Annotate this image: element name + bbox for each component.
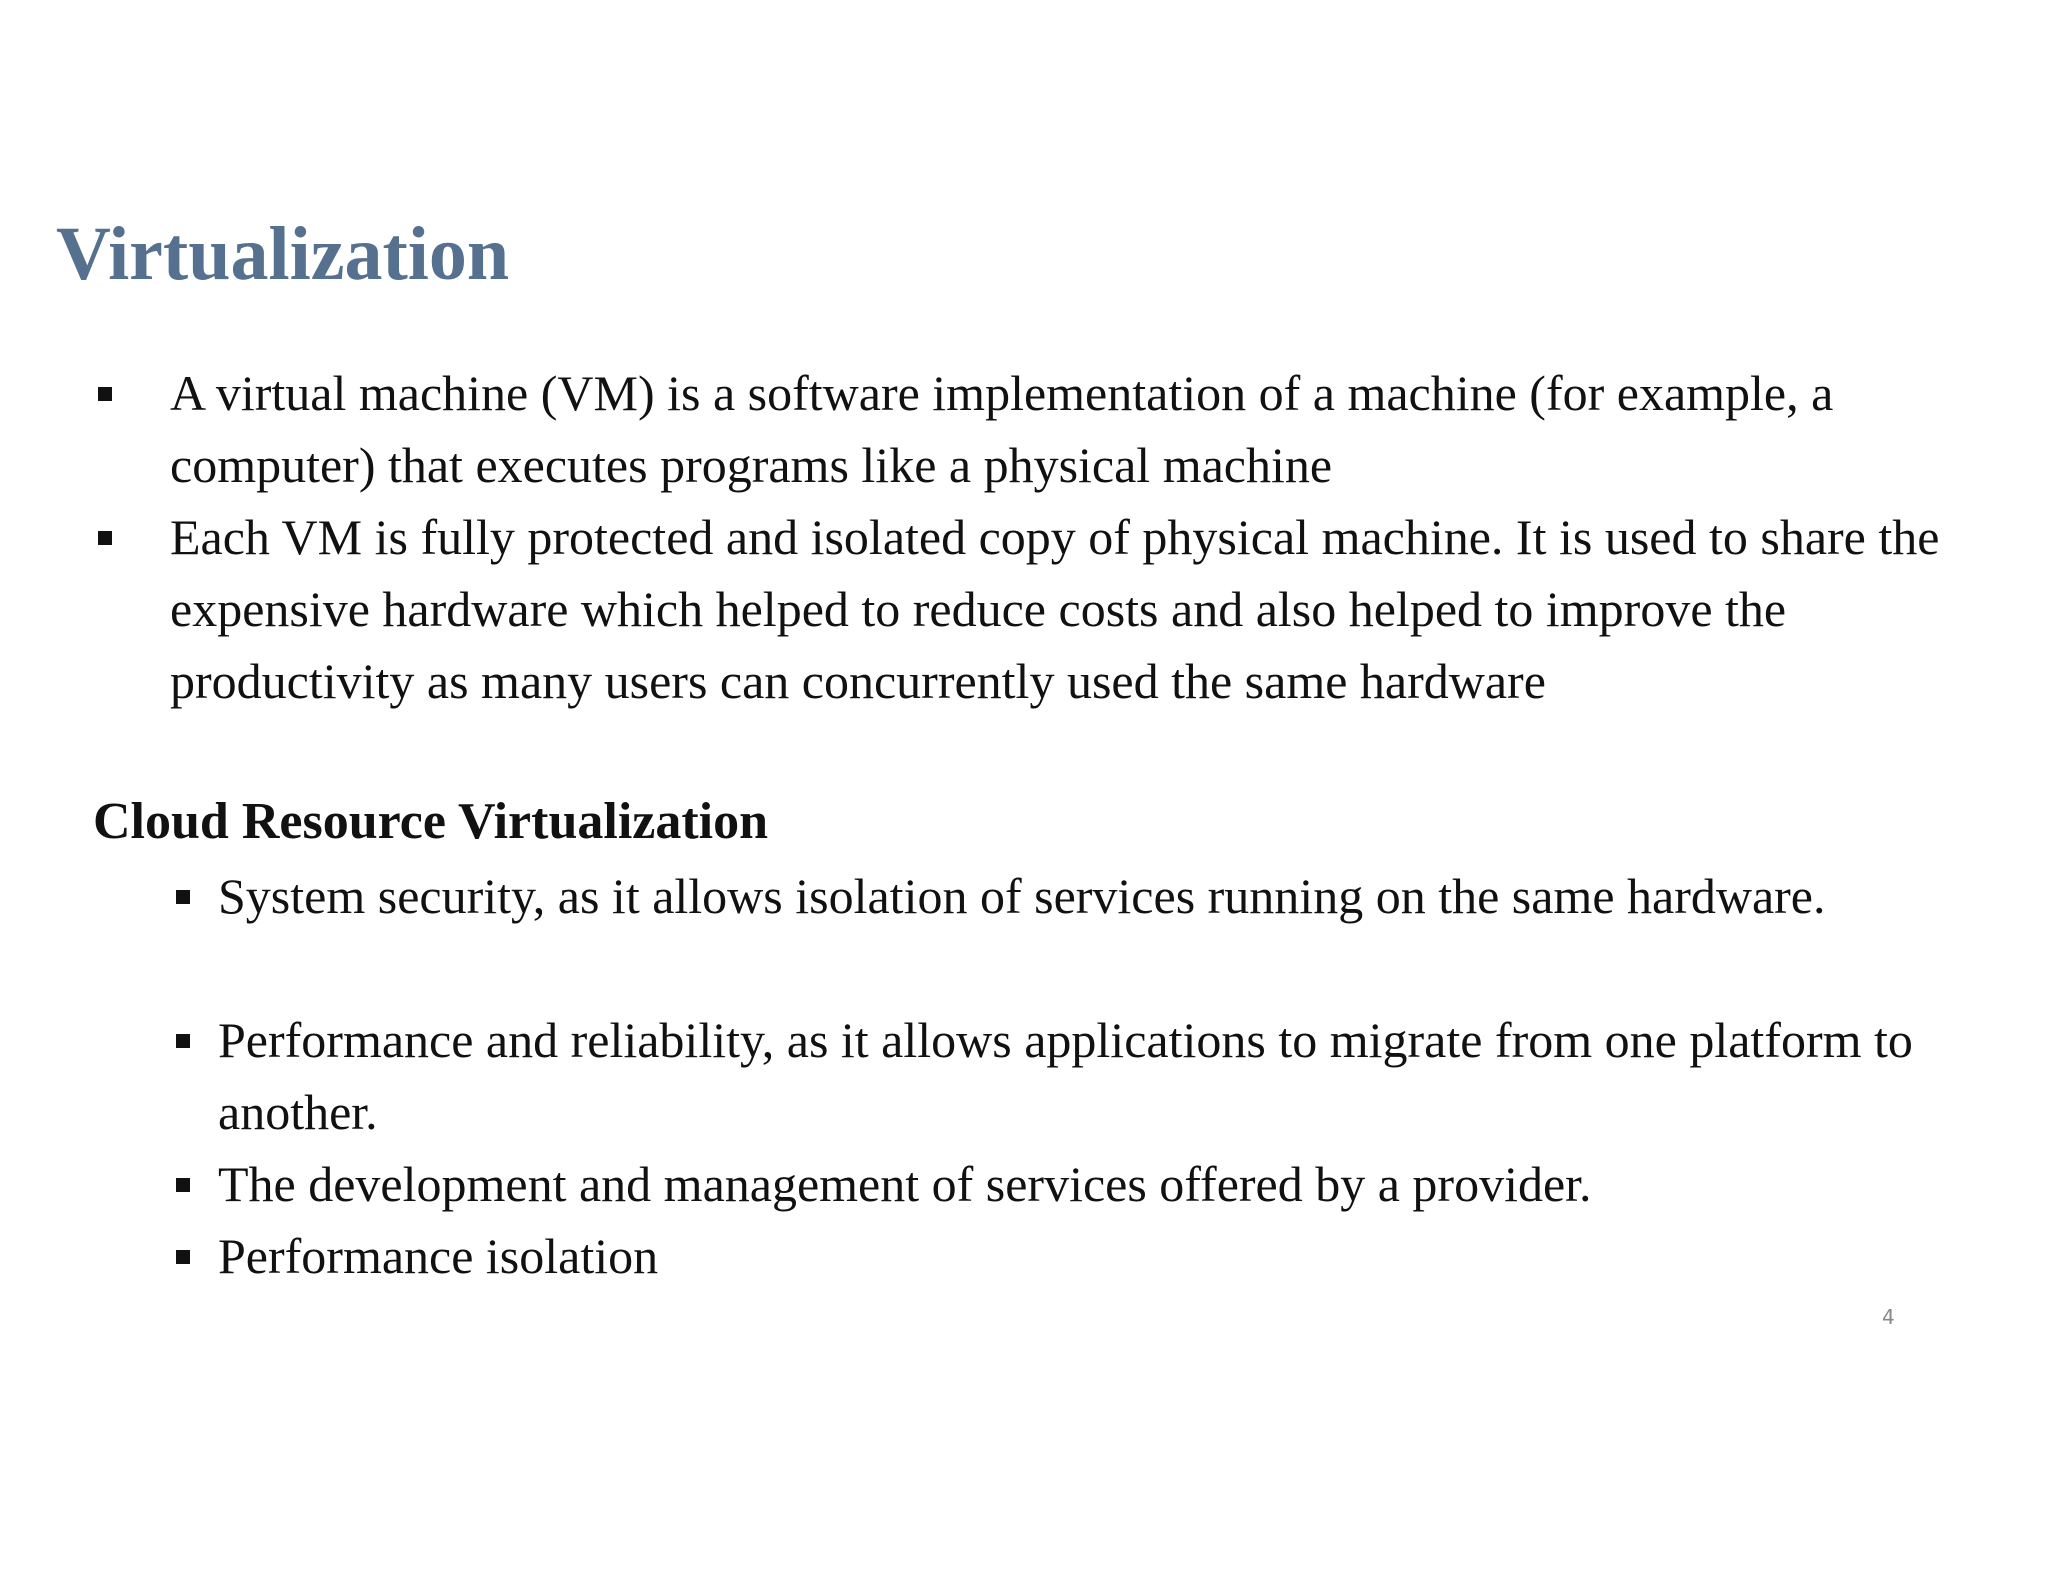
sub-bullet-text: Performance isolation bbox=[218, 1228, 659, 1284]
bullet-text: A virtual machine (VM) is a software implementation of a machine (for example, a computer) that executes programs like a physical machine bbox=[170, 365, 1834, 493]
square-bullet-icon bbox=[176, 1178, 190, 1192]
sub-bullet-item bbox=[218, 860, 1918, 932]
square-bullet-icon bbox=[98, 531, 112, 545]
sub-bullet-item bbox=[218, 1220, 1918, 1292]
section-heading: Cloud Resource Virtualization bbox=[93, 793, 769, 850]
slide-title: Virtualization bbox=[56, 212, 510, 296]
square-bullet-icon bbox=[176, 890, 190, 904]
sub-bullet-text: System security, as it allows isolation of services running on the same hardware. bbox=[218, 868, 1826, 924]
sub-bullet-text: The development and management of services offered by a provider. bbox=[218, 1156, 1592, 1212]
sub-bullet-text: Performance and reliability, as it allows applications to migrate from one platform to another. bbox=[218, 1012, 1913, 1140]
sub-bullet-item bbox=[218, 1148, 1918, 1220]
bullet-text: Each VM is fully protected and isolated copy of physical machine. It is used to share the expensive hardware which helped to reduce costs and also helped to improve the productivity as many users can concurrently used the same hardware bbox=[170, 509, 1940, 709]
bullet-item bbox=[170, 501, 2000, 717]
square-bullet-icon bbox=[176, 1250, 190, 1264]
page-number: 4 bbox=[1882, 1305, 1895, 1329]
square-bullet-icon bbox=[176, 1034, 190, 1048]
bullet-item bbox=[170, 357, 2000, 501]
sub-bullet-item bbox=[218, 1004, 1918, 1148]
square-bullet-icon bbox=[98, 387, 112, 401]
